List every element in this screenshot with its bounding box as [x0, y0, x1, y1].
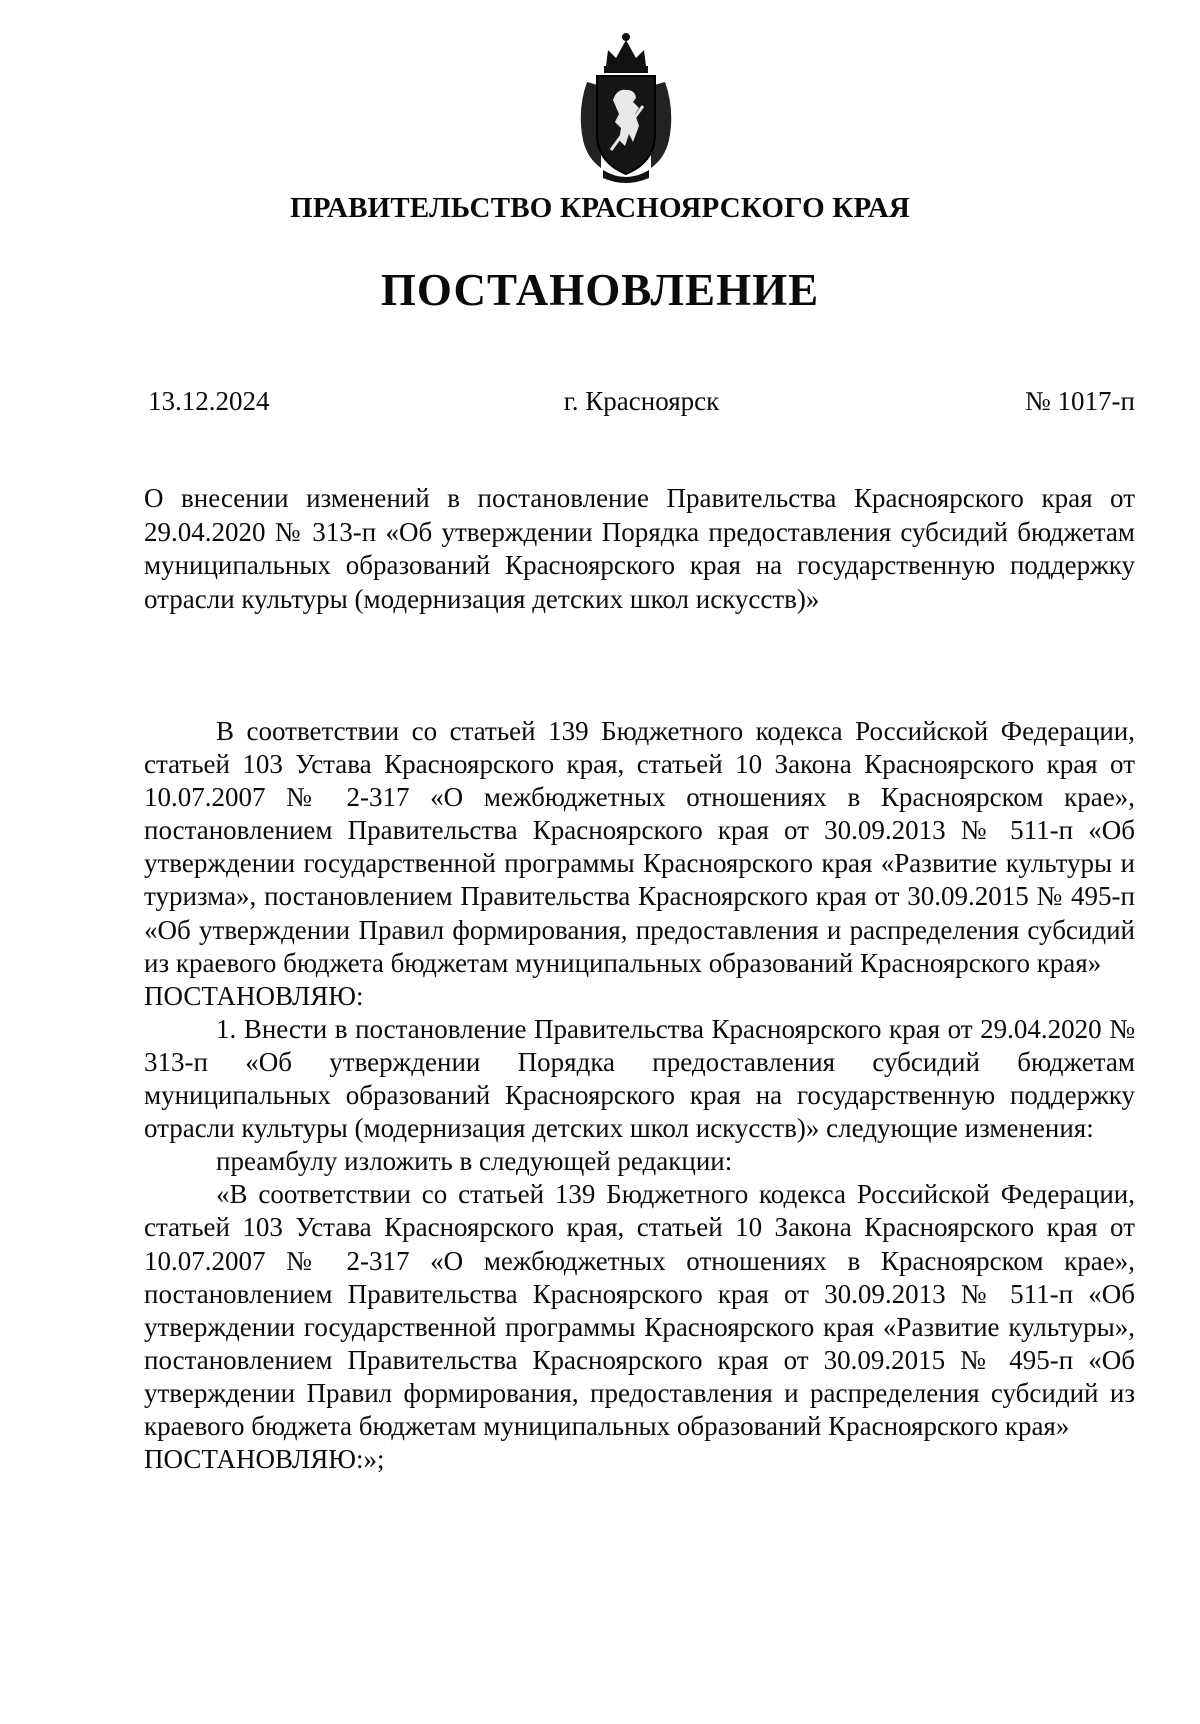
document-number: № 1017-п [1025, 386, 1135, 416]
krasnoyarsk-coat-of-arms-icon [573, 30, 679, 184]
document-body [144, 715, 1135, 1476]
item-1-paragraph: 1. Внести в постановление Правительства Красноярского края от 29.04.2020 № 313-п «Об утверждении Порядка предоставления субсидий бюджетам муниципальных образований Красноярского края на государственную поддержку отрасли культуры (модернизация детских школ искусств)» следующие изменения: [144, 1013, 1135, 1144]
document-type-title: ПОСТАНОВЛЕНИЕ [380, 265, 820, 315]
new-resolve-line: ПОСТАНОВЛЯЮ:»; [144, 1444, 385, 1475]
new-preamble-paragraph: «В соответствии со статьей 139 Бюджетного кодекса Российской Федерации, статьей 103 Устава Красноярского края, статьей 10 Закона Красноярского края от 10.07.2007 № 2-317 «О межбюджетных отношениях в Красноярском крае», постановлением Правительства Красноярского края от 30.09.2013 № 511-п «Об утверждении государственной программы Красноярского края «Развитие культуры», постановлением Правительства Красноярского края от 30.09.2015 № 495-п «Об утверждении Правил формирования, предоставления и распределения субсидий из краевого бюджета бюджетам муниципальных образований Красноярского края» [144, 1179, 1135, 1441]
resolve-line: ПОСТАНОВЛЯЮ: [144, 980, 364, 1011]
government-title: ПРАВИТЕЛЬСТВО КРАСНОЯРСКОГО КРАЯ [289, 192, 911, 224]
document-subject: О внесении изменений в постановление Правительства Красноярского края от 29.04.2020 № 313-п «Об утверждении Порядка предоставления субсидий бюджетам муниципальных образований Красноярского края на государственную поддержку отрасли культуры (модернизация детских школ искусств)» [144, 483, 1135, 614]
document-date: 13.12.2024 [148, 386, 270, 416]
preamble-paragraph: В соответствии со статьей 139 Бюджетного кодекса Российской Федерации, статьей 103 Устава Красноярского края, статьей 10 Закона Красноярского края от 10.07.2007 № 2-317 «О межбюджетных отношениях в Красноярском крае», постановлением Правительства Красноярского края от 30.09.2013 № 511-п «Об утверждении государственной программы Красноярского края «Развитие культуры и туризма», постановлением Правительства Красноярского края от 30.09.2015 № 495-п «Об утверждении Правил формирования, предоставления и распределения субсидий из краевого бюджета бюджетам муниципальных образований Красноярского края» [144, 716, 1135, 978]
document-city: г. Красноярск [563, 386, 720, 416]
instruction-line: преамбулу изложить в следующей редакции: [216, 1146, 733, 1177]
document-meta-row [148, 386, 1135, 426]
